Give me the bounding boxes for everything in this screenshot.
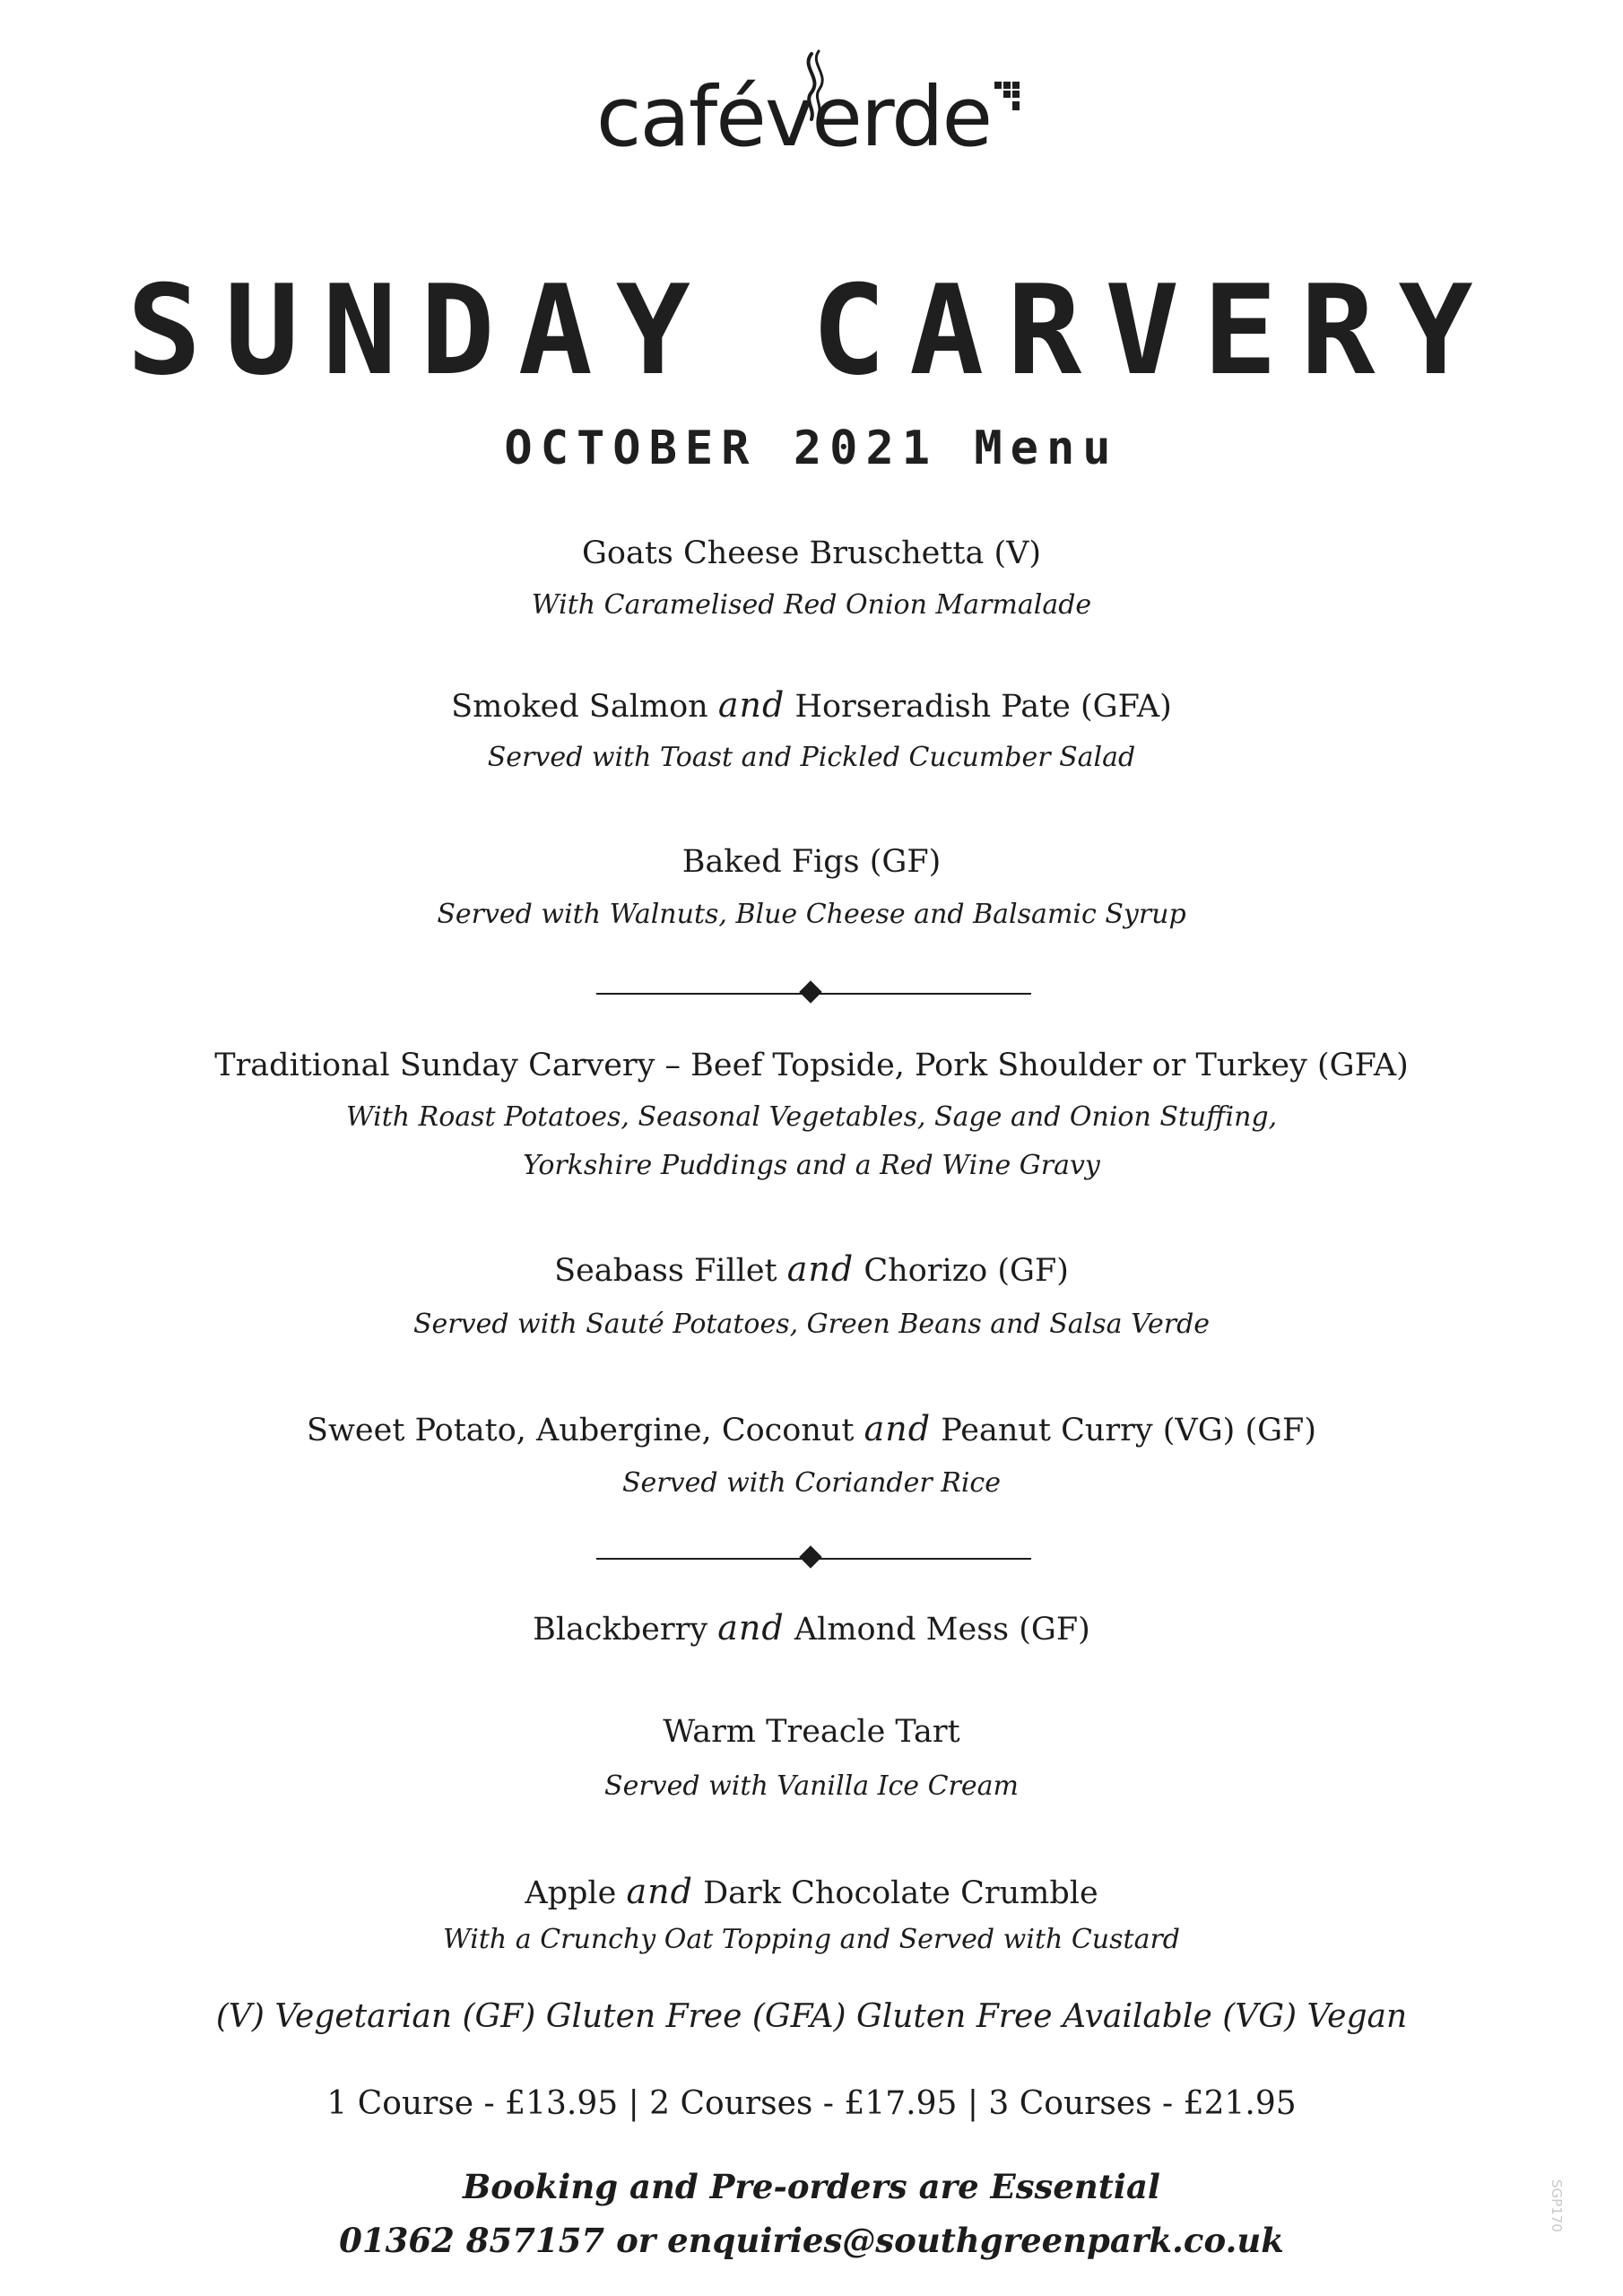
brand-logo — [0, 69, 1623, 165]
dietary-key: (V) Vegetarian (GF) Gluten Free (GFA) Gluten Free Available (VG) Vegan — [215, 1998, 1408, 2035]
main-1-name: Traditional Sunday Carvery – Beef Topside, Pork Shoulder or Turkey (GFA) — [214, 1048, 1409, 1083]
pixel-mark-icon — [994, 82, 1027, 126]
main-1-desc-line1: With Roast Potatoes, Seasonal Vegetables, Sage and Onion Stuffing, — [345, 1101, 1278, 1133]
dessert-2-name: Warm Treacle Tart — [663, 1714, 960, 1750]
main-3-name: Sweet Potato, Aubergine, Coconut and Peanut Curry (VG) (GF) — [306, 1409, 1317, 1448]
contact-details: 01362 857157 or enquiries@southgreenpark.co.uk — [339, 2221, 1284, 2260]
page-title: SUNDAY CARVERY — [126, 258, 1497, 403]
main-3-desc: Served with Coriander Rice — [621, 1467, 1001, 1499]
page-subtitle: OCTOBER 2021 Menu — [504, 422, 1119, 475]
starter-2-name: Smoked Salmon and Horseradish Pate (GFA) — [451, 685, 1172, 725]
price-list: 1 Course - £13.95 | 2 Courses - £17.95 | 3 Courses - £21.95 — [326, 2085, 1297, 2122]
diamond-icon — [799, 980, 821, 1003]
booking-note: Booking and Pre-orders are Essential — [463, 2167, 1160, 2206]
starter-1-name: Goats Cheese Bruschetta (V) — [581, 535, 1042, 571]
diamond-icon — [799, 1545, 821, 1568]
starter-3-desc: Served with Walnuts, Blue Cheese and Balsamic Syrup — [437, 899, 1186, 930]
section-divider — [596, 980, 1031, 1007]
main-1-desc-line2: Yorkshire Puddings and a Red Wine Gravy — [523, 1150, 1100, 1181]
starter-2-desc: Served with Toast and Pickled Cucumber Salad — [487, 742, 1136, 773]
main-2-desc: Served with Sauté Potatoes, Green Beans and Salsa Verde — [412, 1309, 1211, 1340]
starter-3-name: Baked Figs (GF) — [681, 844, 942, 880]
section-divider — [596, 1545, 1031, 1572]
print-code: SGP170 — [1549, 2179, 1565, 2232]
dessert-3-desc: With a Crunchy Oat Topping and Served with Custard — [442, 1924, 1181, 1955]
dessert-1-name: Blackberry and Almond Mess (GF) — [533, 1608, 1090, 1648]
starter-1-desc: With Caramelised Red Onion Marmalade — [531, 589, 1092, 621]
brand-name: caféverde — [595, 69, 992, 165]
main-2-name: Seabass Fillet and Chorizo (GF) — [554, 1249, 1069, 1289]
dessert-2-desc: Served with Vanilla Ice Cream — [604, 1770, 1019, 1802]
dessert-3-name: Apple and Dark Chocolate Crumble — [525, 1872, 1098, 1911]
